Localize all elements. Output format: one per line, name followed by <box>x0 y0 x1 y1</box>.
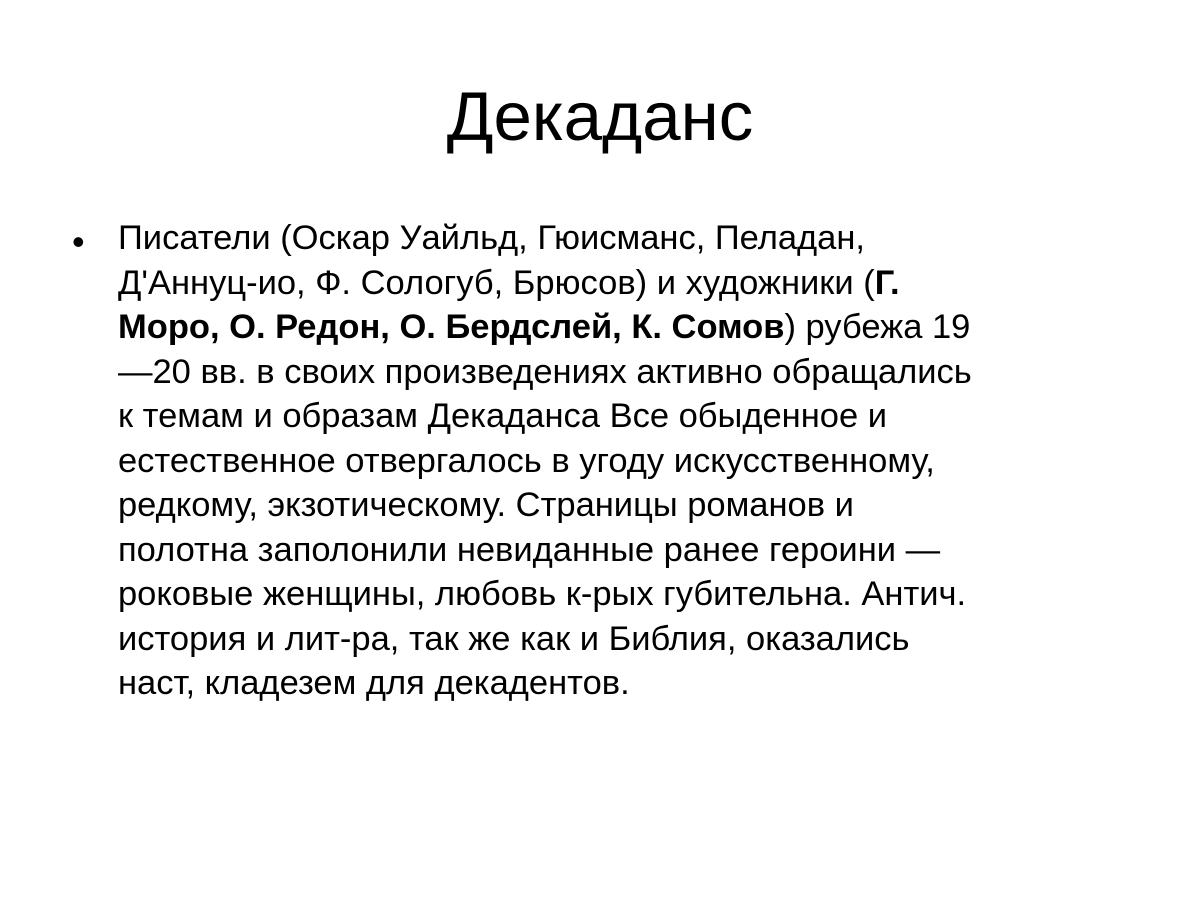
text-line <box>118 394 1128 439</box>
text-segment: ) рубежа 19 <box>784 308 971 346</box>
text-segment: редкому, экзотическому. Страницы романов и <box>118 486 854 524</box>
text-line <box>118 305 1128 350</box>
text-segment: Д'Аннуц-ио, Ф. Сологуб, Брюсов) и художники ( <box>118 263 875 302</box>
text-segment: к темам и образам Декаданса Все обыденное и <box>118 397 888 435</box>
text-line <box>118 261 1128 306</box>
text-line <box>118 661 1128 706</box>
bullet-paragraph <box>118 216 1128 706</box>
bullet-dot-icon: • <box>72 221 85 262</box>
text-line <box>118 350 1128 395</box>
text-segment: Писатели (Оскар Уайльд, Гюисманс, Пеладан, <box>118 219 865 257</box>
text-segment: история и лит-ра, так же как и Библия, оказались <box>118 619 910 658</box>
slide-title: Декаданс <box>446 78 754 155</box>
text-line <box>118 572 1128 617</box>
text-line <box>118 617 1128 662</box>
text-line <box>118 439 1128 484</box>
text-line <box>118 483 1128 528</box>
bold-text-segment: Моро, О. Редон, О. Бердслей, К. Сомов <box>118 308 785 346</box>
text-segment: наст, кладезем для декадентов. <box>118 664 630 702</box>
text-segment: естественное отвергалось в угоду искусственному, <box>118 441 935 480</box>
text-segment: полотна заполонили невиданные ранее героини — <box>118 530 941 569</box>
text-line <box>118 528 1128 573</box>
bold-text-segment: Г. <box>874 263 900 302</box>
text-segment: роковые женщины, любовь к-рых губительна. Антич. <box>118 575 967 613</box>
text-line <box>118 216 1128 261</box>
text-segment: —20 вв. в своих произведениях активно обращались <box>118 352 972 391</box>
